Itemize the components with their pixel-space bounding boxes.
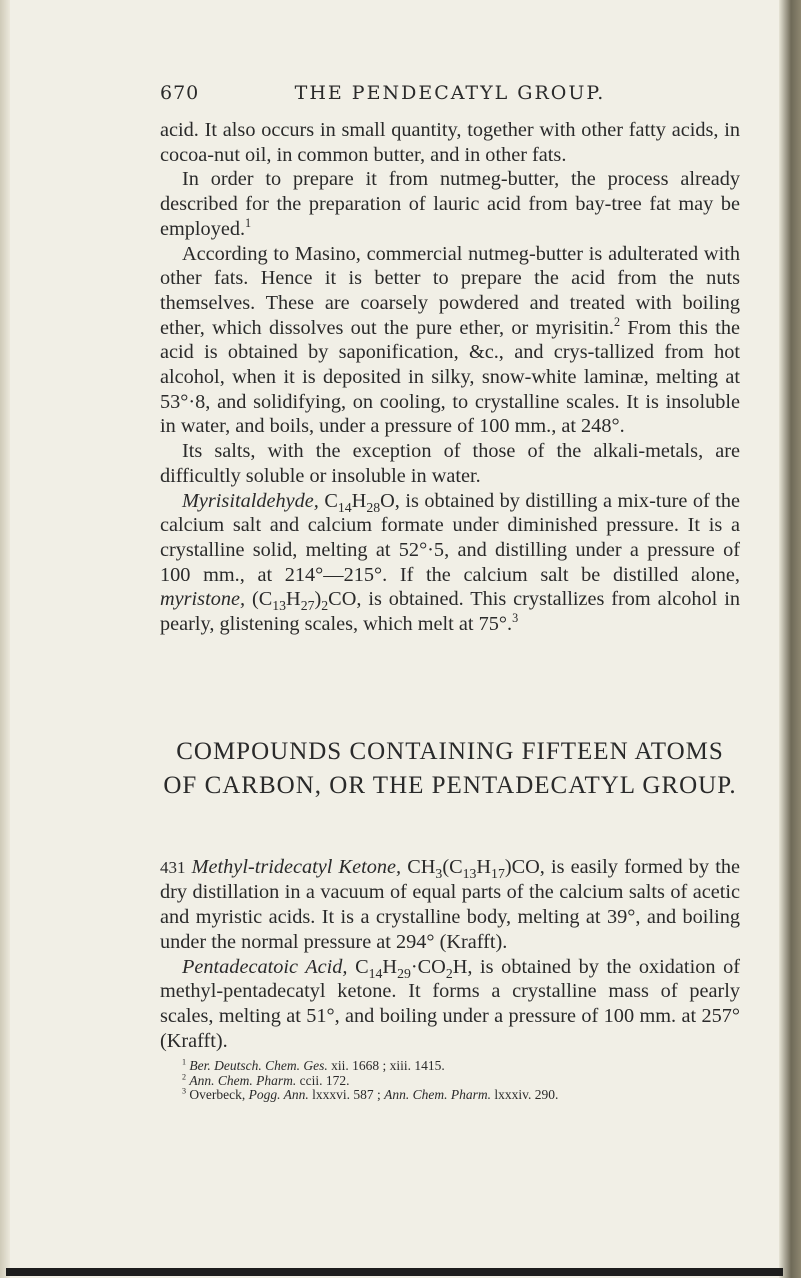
paragraph-text: In order to prepare it from nutmeg-butter, the process already described for the preparation of lauric acid from bay-tree fat may be employed. [160, 168, 740, 240]
book-spine-shadow [779, 0, 801, 1278]
compound-name: Myrisitaldehyde, [182, 489, 319, 512]
paragraph [160, 439, 740, 488]
footnote-marker: 1 [182, 1057, 187, 1067]
page-number: 670 [160, 82, 200, 104]
paragraph-text: From this the acid is obtained by saponification, &c., and crys-tallized from hot alcohol, when it is deposited in silky, snow-white laminæ, melting at 53°·8, and solidifying, on cooling, to crystalline scales. It is insoluble in water, and boils, under a pressure of 100 mm., at 248°. [160, 316, 740, 438]
formula: $(C_{13}H_{27})_2CO$, [245, 588, 362, 614]
paragraph-text: is obtained by the oxidation of methyl-pentadecatyl ketone. It forms a crystalline mass of pearly scales, melting at 51°, and boiling under a pressure of 100 mm. at 257° (Krafft). [160, 955, 740, 1052]
paragraph-text: According to Masino, commercial nutmeg-butter is adulterated with other fats. Hence it is better to prepare the acid from the nuts themselves. These are coarsely powdered and treated with boiling ether, which dissolves out the pure ether, or myrisitin. [160, 242, 740, 339]
footnote: $^1$ Ber. Deutsch. Chem. Ges. xii. 1668 ; xiii. 1415. [182, 1057, 445, 1074]
paragraph [160, 855, 740, 955]
paragraph-text: Its salts, with the exception of those of the alkali-metals, are difficultly soluble or insoluble in water. [160, 440, 740, 487]
formula: $C_{14}H_{28}O$, [324, 489, 400, 515]
formula: $CH_3(C_{13}H_{17})CO$, [407, 855, 545, 881]
paragraph [160, 242, 740, 440]
footnotes [160, 1059, 740, 1103]
paragraph [160, 167, 740, 241]
footnote: $^3$ Overbeck, Pogg. Ann. lxxxvi. 587 ; Ann. Chem. Pharm. lxxxiv. 290. [182, 1086, 559, 1103]
compound-name: Methyl-tridecatyl Ketone, [191, 855, 402, 878]
footnote-ref: 2 [613, 314, 621, 329]
footnote-ref: 1 [245, 216, 252, 231]
footnote-marker: 3 [182, 1086, 187, 1096]
paragraph [160, 118, 740, 167]
compound-name: Pentadecatoic Acid, [182, 955, 348, 978]
footnote-marker: 2 [182, 1072, 187, 1082]
page-body [160, 118, 740, 1103]
article-number: 431 [160, 857, 186, 877]
paragraph-text: is obtained. This crystallizes from alcohol in pearly, glistening scales, which melt at 75°. [160, 588, 740, 636]
page-left-edge [0, 0, 10, 1278]
bottom-edge-rule [6, 1268, 783, 1276]
paragraph-text: acid. It also occurs in small quantity, together with other fatty acids, in cocoa-nut oil, in common butter, and in other fats. [160, 119, 740, 166]
paragraph [160, 489, 740, 637]
footnote-ref: 3 [512, 611, 519, 626]
running-title: THE PENDECATYL GROUP. [294, 82, 606, 104]
page-header [160, 82, 740, 110]
paragraph [160, 955, 740, 1054]
formula: $C_{14}H_{29}\cdot CO_2H$, [355, 955, 473, 981]
section-title: COMPOUNDS CONTAINING FIFTEEN ATOMS OF CARBON, OR THE PENTADECATYL GROUP. [163, 737, 737, 799]
paragraph-text: is obtained by distilling a mix-ture of the calcium salt and calcium formate under diminished pressure. It is a crystalline solid, melting at 52°·5, and distilling under a pressure of 100 mm., at 214°—215°. If the calcium salt be distilled alone, [160, 489, 740, 586]
footnote: $^2$ Ann. Chem. Pharm. ccii. 172. [182, 1072, 350, 1088]
compound-name: myristone, [160, 588, 246, 611]
paragraph-text: is easily formed by the dry distillation in a vacuum of equal parts of the calcium salts of acetic and myristic acids. It is a crystalline body, melting at 39°, and boiling under the normal pressure at 294° (Krafft). [160, 855, 740, 953]
